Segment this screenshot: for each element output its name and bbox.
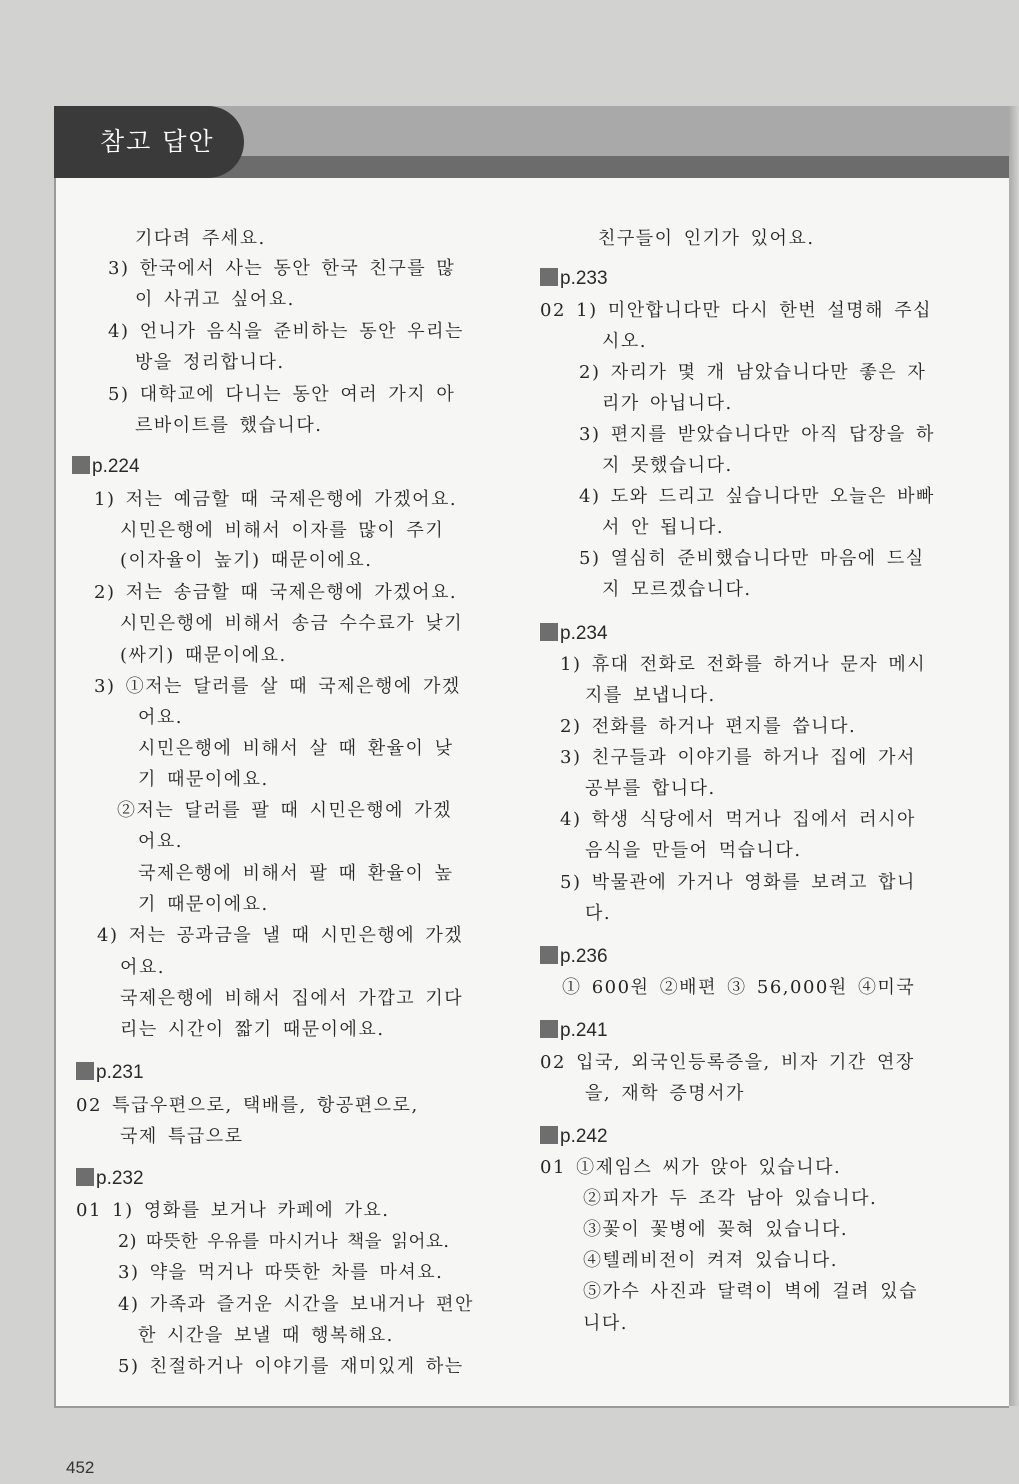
page-border-left <box>54 178 56 1406</box>
answer-line: 3) ①저는 달러를 살 때 국제은행에 가겠 <box>94 676 461 697</box>
answer-line: 2) 따뜻한 우유를 마시거나 책을 읽어요. <box>118 1232 450 1252</box>
answer-line: 5) 열심히 준비했습니다만 마음에 드실 <box>579 548 925 569</box>
answer-line: 어요. <box>138 707 183 728</box>
section-label: p.236 <box>560 946 608 967</box>
answer-line: 02 특급우편으로, 택배를, 항공편으로, <box>76 1095 419 1116</box>
section-label: p.233 <box>560 268 608 289</box>
answer-line: 서 안 됩니다. <box>602 517 725 538</box>
answer-line: 1) 저는 예금할 때 국제은행에 가겠어요. <box>94 489 458 510</box>
answer-line: (이자율이 높기) 때문이에요. <box>120 550 373 571</box>
section-square-icon <box>76 1062 94 1080</box>
page-shadow <box>1009 106 1019 1406</box>
section-heading <box>540 1020 608 1042</box>
answer-line: ③꽃이 꽃병에 꽂혀 있습니다. <box>583 1219 849 1240</box>
section-heading <box>540 268 608 290</box>
answer-line: 공부를 합니다. <box>585 778 716 799</box>
answer-line: 기 때문이에요. <box>138 769 269 790</box>
answer-line: 3) 편지를 받았습니다만 아직 답장을 하 <box>579 424 935 445</box>
answer-line: 5) 친절하거나 이야기를 재미있게 하는 <box>118 1356 464 1377</box>
section-label: p.242 <box>560 1126 608 1147</box>
section-square-icon <box>540 623 558 641</box>
section-label: p.224 <box>92 456 140 477</box>
section-square-icon <box>540 1020 558 1038</box>
section-square-icon <box>72 456 90 474</box>
answer-line: 니다. <box>583 1313 628 1334</box>
answer-line: 지 못했습니다. <box>602 455 733 476</box>
answer-line: 02 입국, 외국인등록증을, 비자 기간 연장 <box>540 1052 915 1073</box>
answer-line: 기다려 주세요. <box>135 228 266 249</box>
answer-line: ②저는 달러를 팔 때 시민은행에 가겠 <box>117 800 453 821</box>
answer-line: 방을 정리합니다. <box>135 352 285 373</box>
answer-line: 3) 약을 먹거나 따뜻한 차를 마셔요. <box>118 1262 444 1283</box>
section-square-icon <box>540 1126 558 1144</box>
answer-line: 어요. <box>120 957 165 978</box>
answer-line: ① 600원 ②배편 ③ 56,000원 ④미국 <box>562 977 916 998</box>
answer-line: 르바이트를 했습니다. <box>135 415 323 436</box>
answer-line: 을, 재학 증명서가 <box>585 1083 745 1104</box>
answer-line: 지를 보냅니다. <box>585 685 716 706</box>
answer-line: 2) 저는 송금할 때 국제은행에 가겠어요. <box>94 582 458 603</box>
section-heading <box>76 1168 144 1190</box>
answer-line: 시민은행에 비해서 이자를 많이 주기 <box>120 520 445 541</box>
answer-line: 4) 저는 공과금을 낼 때 시민은행에 가겠 <box>97 925 464 946</box>
answer-line: 시오. <box>602 331 647 352</box>
answer-line: ②피자가 두 조각 남아 있습니다. <box>583 1188 878 1209</box>
answer-line: (싸기) 때문이에요. <box>120 645 287 666</box>
section-square-icon <box>76 1168 94 1186</box>
answer-line: 기 때문이에요. <box>138 894 269 915</box>
answer-line: 5) 대학교에 다니는 동안 여러 가지 아 <box>108 384 456 405</box>
answer-line: 2) 전화를 하거나 편지를 씁니다. <box>560 716 857 737</box>
answer-line: 이 사귀고 싶어요. <box>135 289 295 310</box>
answer-line: 친구들이 인기가 있어요. <box>598 228 815 249</box>
section-square-icon <box>540 268 558 286</box>
answer-line: 2) 자리가 몇 개 남았습니다만 좋은 자 <box>579 362 927 383</box>
section-label: p.234 <box>560 623 608 644</box>
answer-line: 01 1) 영화를 보거나 카페에 가요. <box>76 1200 390 1221</box>
page-border-bottom <box>54 1406 1009 1408</box>
answer-line: 01 ①제임스 씨가 앉아 있습니다. <box>540 1157 842 1178</box>
answer-line: 4) 도와 드리고 싶습니다만 오늘은 바빠 <box>579 486 935 507</box>
answer-line: 02 1) 미안합니다만 다시 한번 설명해 주십 <box>540 300 933 321</box>
answer-line: 국제 특급으로 <box>120 1126 244 1147</box>
section-heading <box>76 1062 144 1084</box>
answer-line: 다. <box>585 903 612 924</box>
page-title: 참고 답안 <box>100 127 215 156</box>
answer-line: 시민은행에 비해서 살 때 환율이 낮 <box>138 738 454 759</box>
answer-line: ④텔레비전이 켜져 있습니다. <box>583 1250 838 1271</box>
section-heading <box>540 946 608 968</box>
section-label: p.241 <box>560 1020 608 1041</box>
answer-line: 국제은행에 비해서 팔 때 환율이 높 <box>138 863 454 884</box>
section-label: p.232 <box>96 1168 144 1189</box>
answer-line: 리가 아닙니다. <box>602 393 733 414</box>
section-heading <box>540 1126 608 1148</box>
answer-line: 어요. <box>138 831 183 852</box>
answer-line: 1) 휴대 전화로 전화를 하거나 문자 메시 <box>560 654 927 675</box>
answer-line: 4) 가족과 즐거운 시간을 보내거나 편안 <box>118 1294 474 1315</box>
answer-line: 4) 학생 식당에서 먹거나 집에서 러시아 <box>560 809 916 830</box>
answer-line: 한 시간을 보낼 때 행복해요. <box>138 1325 394 1346</box>
answer-line: 지 모르겠습니다. <box>602 579 752 600</box>
answer-line: 시민은행에 비해서 송금 수수료가 낮기 <box>120 613 464 634</box>
section-heading <box>540 623 608 645</box>
answer-line: ⑤가수 사진과 달력이 벽에 걸려 있습 <box>583 1281 919 1302</box>
section-label: p.231 <box>96 1062 144 1083</box>
answer-line: 3) 친구들과 이야기를 하거나 집에 가서 <box>560 747 916 768</box>
answer-line: 음식을 만들어 먹습니다. <box>585 840 802 861</box>
answer-line: 4) 언니가 음식을 준비하는 동안 우리는 <box>108 321 464 342</box>
answer-line: 5) 박물관에 가거나 영화를 보려고 합니 <box>560 872 916 893</box>
page-number: 452 <box>66 1458 95 1477</box>
section-square-icon <box>540 946 558 964</box>
section-heading <box>72 456 140 478</box>
answer-line: 국제은행에 비해서 집에서 가깝고 기다 <box>120 988 464 1009</box>
answer-line: 3) 한국에서 사는 동안 한국 친구를 많 <box>108 258 456 279</box>
answer-line: 리는 시간이 짧기 때문이에요. <box>120 1019 385 1040</box>
